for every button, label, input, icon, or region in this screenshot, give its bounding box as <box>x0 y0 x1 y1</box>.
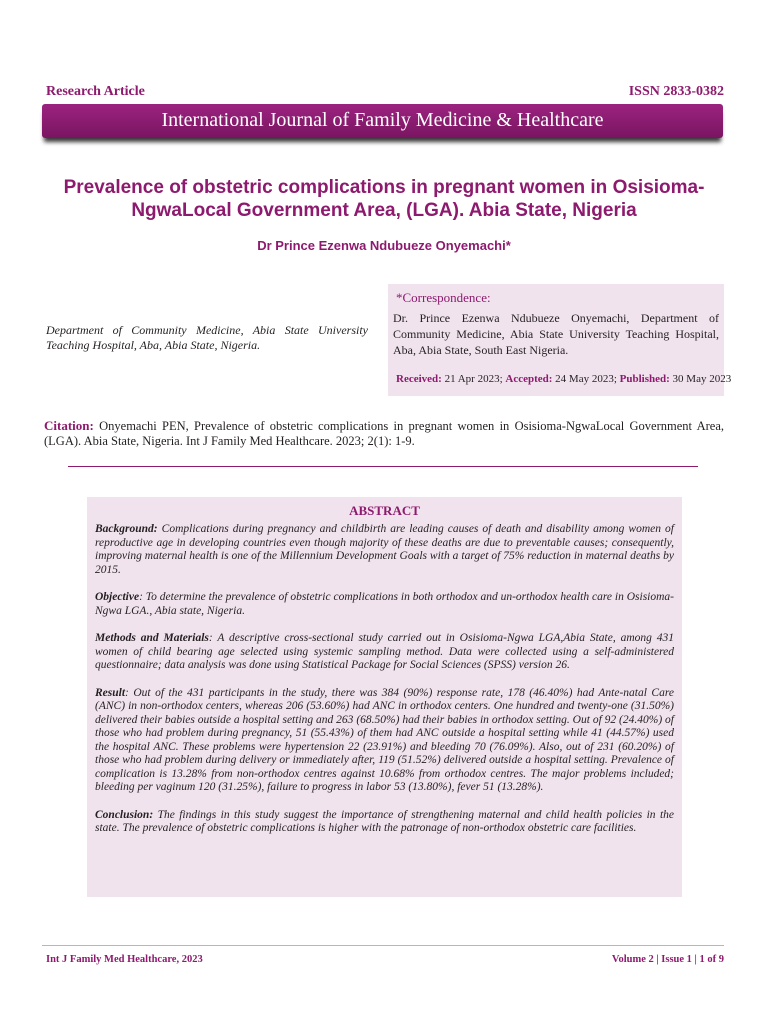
abstract-body <box>87 519 682 836</box>
journal-banner <box>42 104 723 138</box>
conclusion-text: The findings in this study suggest the importance of strengthening maternal and child health policies in the state. The prevalence of obstetric complications is higher with the patronage of non-orthodox obstetric care facilities. <box>95 808 675 834</box>
objective-text: : To determine the prevalence of obstetric complications in both orthodox and un-orthodox health care in Osisioma-Ngwa LGA., Abia state, Nigeria. <box>95 591 674 617</box>
methods-label: Methods and Materials <box>95 632 209 644</box>
article-title: Prevalence of obstetric complications in pregnant women in Osisioma-NgwaLocal Government Area, (LGA). Abia State, Nigeria <box>63 177 705 221</box>
footer-journal-citation: Int J Family Med Healthcare, 2023 <box>46 954 203 965</box>
received-label: Received: <box>396 373 442 385</box>
footer-divider <box>42 945 724 946</box>
citation <box>44 418 724 449</box>
published-label: Published: <box>619 373 670 385</box>
methods-text: : A descriptive cross-sectional study carried out in Osisioma-Ngwa LGA,Abia State, among 431 women of child bearing age selected using systemic sampling method. Data were collected using a self-administered questionnaire; data analysis was done using Statistical Package for Social Sciences (SPSS) version 26. <box>95 632 674 671</box>
article-type-label: Research Article <box>46 84 145 99</box>
correspondence-box <box>388 284 732 396</box>
publication-dates <box>396 373 732 385</box>
result-label: Result <box>95 686 126 699</box>
abstract-methods <box>95 632 674 673</box>
correspondence-text: Dr. Prince Ezenwa Ndubueze Onyemachi, Department of Community Medicine, Abia State University Teaching Hospital, Aba, Abia State, South East Nigeria. <box>393 311 719 357</box>
top-header-row <box>46 84 724 102</box>
abstract-box <box>87 497 682 897</box>
abstract-result <box>95 687 674 795</box>
accepted-date: 24 May 2023; <box>555 373 617 385</box>
background-text: Complications during pregnancy and childbirth are leading causes of death and disability among women of reproductive age in developing countries even though majority of these deaths are due to preventable causes; consequently, improving maternal health is one of the Millennium Development Goals with a target of 75% reduction in maternal deaths by 2015. <box>95 523 674 576</box>
published-date: 30 May 2023 <box>672 373 732 385</box>
objective-label: Objective <box>95 591 140 603</box>
received-date: 21 Apr 2023; <box>444 373 503 385</box>
abstract-objective <box>95 591 674 618</box>
issn-label: ISSN 2833-0382 <box>628 84 724 99</box>
section-divider <box>68 466 698 467</box>
journal-name: International Journal of Family Medicine & Healthcare <box>161 109 604 131</box>
background-label: Background: <box>95 523 158 535</box>
author-affiliation: Department of Community Medicine, Abia State University Teaching Hospital, Aba, Abia State, Nigeria. <box>46 323 368 352</box>
citation-text: Onyemachi PEN, Prevalence of obstetric complications in pregnant women in Osisioma-NgwaLocal Government Area, (LGA). Abia State, Nigeria. Int J Family Med Healthcare. 2023; 2(1): 1-9. <box>44 419 725 448</box>
correspondence-heading: *Correspondence: <box>396 290 491 305</box>
conclusion-label: Conclusion: <box>95 808 154 821</box>
abstract-conclusion <box>95 809 674 836</box>
abstract-background <box>95 523 674 577</box>
citation-label: Citation: <box>44 418 94 433</box>
abstract-heading: ABSTRACT <box>349 503 420 518</box>
author-name: Dr Prince Ezenwa Ndubueze Onyemachi* <box>257 238 511 253</box>
footer-page-info: Volume 2 | Issue 1 | 1 of 9 <box>611 954 724 965</box>
result-text: : Out of the 431 participants in the study, there was 384 (90%) response rate, 178 (46.40%) had Ante-natal Care (ANC) in non-orthodox centers, whereas 206 (53.60%) had ANC in orthodox centers. One hundred and twenty-one (31.50%) delivered their babies outside a hospital setting and 263 (68.50%) had their babies in orthodox setting. Out of 92 (24.40%) of those who had problem during pregnancy, 51 (55.43%) of them had ANC outside a hospital setting while 41 (44.57%) used the hospital ANC. These problems were hypertension 22 (23.91%) and bleeding 70 (76.09%). Also, out of 231 (60.20%) of those who had problem during delivery or immediately after, 119 (51.52%) delivered outside a hospital setting. Prevalence of complication is 13.28% from non-orthodox centres against 10.68% from orthodox centres. The major problems included; bleeding per vaginum 120 (31.25%), failure to progress in labor 53 (13.80%), fever 51 (13.28%). <box>95 686 674 793</box>
accepted-label: Accepted: <box>505 373 553 385</box>
